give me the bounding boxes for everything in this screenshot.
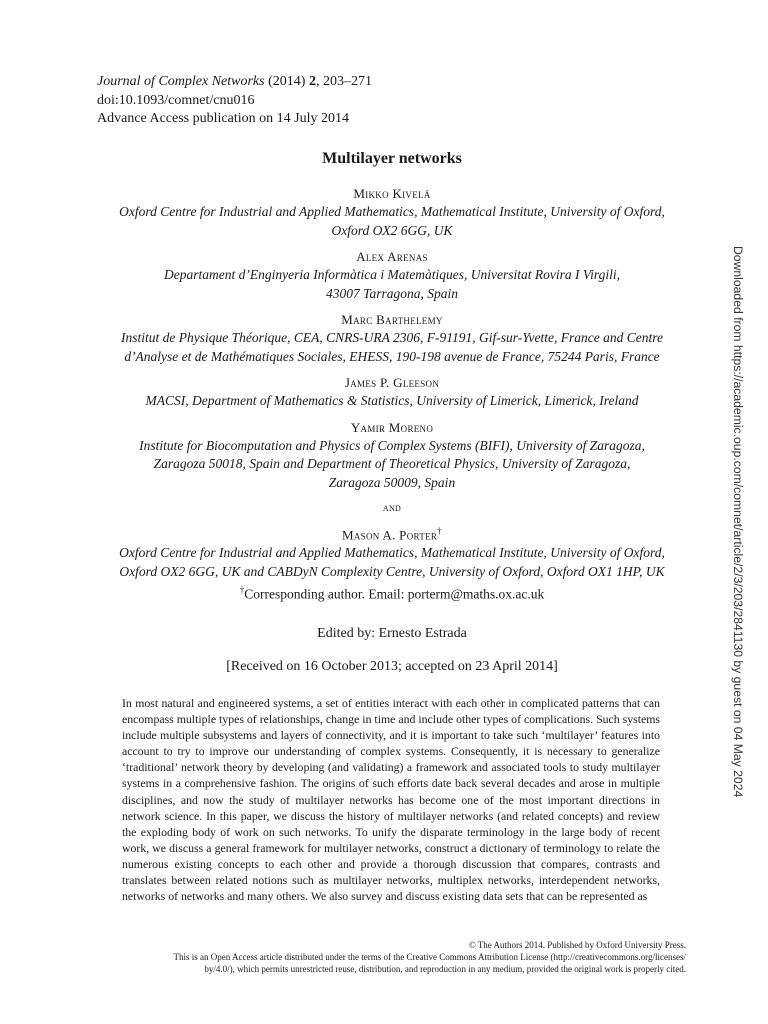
paper-title: Multilayer networks (322, 150, 462, 167)
affiliation-line: 43007 Tarragona, Spain (326, 285, 458, 301)
received-dates: [Received on 16 October 2013; accepted on 23 April 2014] (226, 659, 558, 674)
author-name: James P. Gleeson (344, 375, 440, 390)
copyright-footer (126, 939, 686, 975)
affiliation-line: Institute for Biocomputation and Physics of Complex Systems (BIFI), University of Zaragoza, (139, 437, 645, 453)
license-line: This is an Open Access article distributed under the terms of the Creative Commons Attribution License (http://creativecommons.org/licenses/ (173, 952, 686, 962)
author-block (84, 374, 700, 411)
journal-volume: 2 (308, 74, 316, 89)
affiliation-line: Oxford OX2 6GG, UK (331, 222, 453, 238)
affiliation-line: Oxford Centre for Industrial and Applied Mathematics, Mathematical Institute, University of Oxford, (119, 545, 665, 561)
author-name: Yamir Moreno (350, 419, 434, 435)
corresponding-author-name: Mason A. Porter (342, 527, 438, 543)
editor-line: Edited by: Ernesto Estrada (317, 626, 467, 641)
affiliation-line: Institut de Physique Théorique, CEA, CNRS-URA 2306, F-91191, Gif-sur-Yvette, France and Centre (121, 330, 663, 345)
author-name: Mikko Kivelä (353, 186, 431, 201)
abstract: In most natural and engineered systems, a set of entities interact with each other in complicated patterns that can encompass multiple types of relationships, change in time and include other types of complications. Such systems include multiple subsystems and layers of connectivity, and it is important to take such ‘multilayer’ features into account to try to improve our understanding of complex systems. Consequently, it is necessary to generalize ‘traditional’ network theory by developing (and validating) a framework and associated tools to study multilayer systems in a comprehensive fashion. The origins of such efforts date back several decades and arose in multiple disciplines, and now the study of multilayer networks has become one of the most important directions in network science. In this paper, we discuss the history of multilayer networks (and related concepts) and review the exploding body of work on such networks. To unify the disparate terminology in the large body of recent work, we discuss a general framework for multilayer networks, construct a dictionary of terminology to relate the numerous existing concepts to each other and provide a thorough discussion that compares, contrasts and translates between related notions such as multilayer networks, multiplex networks, interdependent networks, networks of networks and many others. We also survey and discuss existing data sets that can be represented as (122, 696, 660, 904)
affiliation-line: Oxford OX2 6GG, UK and CABDyN Complexity Centre, University of Oxford, Oxford OX1 1HP, UK (119, 563, 665, 579)
affiliation-line: Oxford Centre for Industrial and Applied Mathematics, Mathematical Institute, University of Oxford, (119, 204, 665, 219)
affiliation-line: d’Analyse et de Mathématiques Sociales, EHESS, 190-198 avenue de France, 75244 Paris, France (124, 348, 660, 364)
corresponding-email: Corresponding author. Email: porterm@maths.ox.ac.uk (244, 586, 545, 602)
author-block (84, 419, 700, 493)
corresponding-note (84, 581, 700, 604)
journal-name: Journal of Complex Networks (97, 74, 265, 89)
advance-access: Advance Access publication on 14 July 2014 (97, 111, 349, 126)
license-line: by/4.0/), which permits unrestricted reuse, distribution, and reproduction in any medium, provided the original work is properly cited. (204, 964, 686, 974)
doi: doi:10.1093/comnet/cnu016 (97, 92, 255, 108)
dagger-mark: † (437, 526, 442, 536)
journal-pages: , 203–271 (315, 74, 372, 89)
and-separator: and (382, 502, 402, 514)
author-name: Alex Arenas (356, 249, 428, 264)
journal-year: (2014) (264, 74, 309, 89)
download-watermark: Downloaded from https://academic.oup.com/comnet/article/2/3/203/2841130 by guest on 04 May 2024 (731, 246, 745, 798)
author-block (84, 311, 700, 366)
journal-citation (97, 73, 372, 92)
author-list (84, 185, 700, 612)
affiliation-line: Departament d’Enginyeria Informàtica i Matemàtiques, Universitat Rovira I Virgili, (164, 267, 620, 282)
affiliation-line: MACSI, Department of Mathematics & Statistics, University of Limerick, Limerick, Ireland (145, 393, 639, 408)
dagger-mark: † (239, 585, 245, 596)
author-block (84, 248, 700, 303)
copyright-line: © The Authors 2014. Published by Oxford University Press. (468, 940, 686, 950)
journal-info (97, 73, 372, 129)
author-block (84, 522, 700, 604)
author-name (84, 522, 700, 544)
author-block (84, 185, 700, 240)
affiliation-line: Zaragoza 50009, Spain (328, 474, 456, 490)
author-name: Marc Barthelemy (341, 312, 443, 327)
affiliation-line: Zaragoza 50018, Spain and Department of Theoretical Physics, University of Zaragoza, (153, 456, 631, 471)
